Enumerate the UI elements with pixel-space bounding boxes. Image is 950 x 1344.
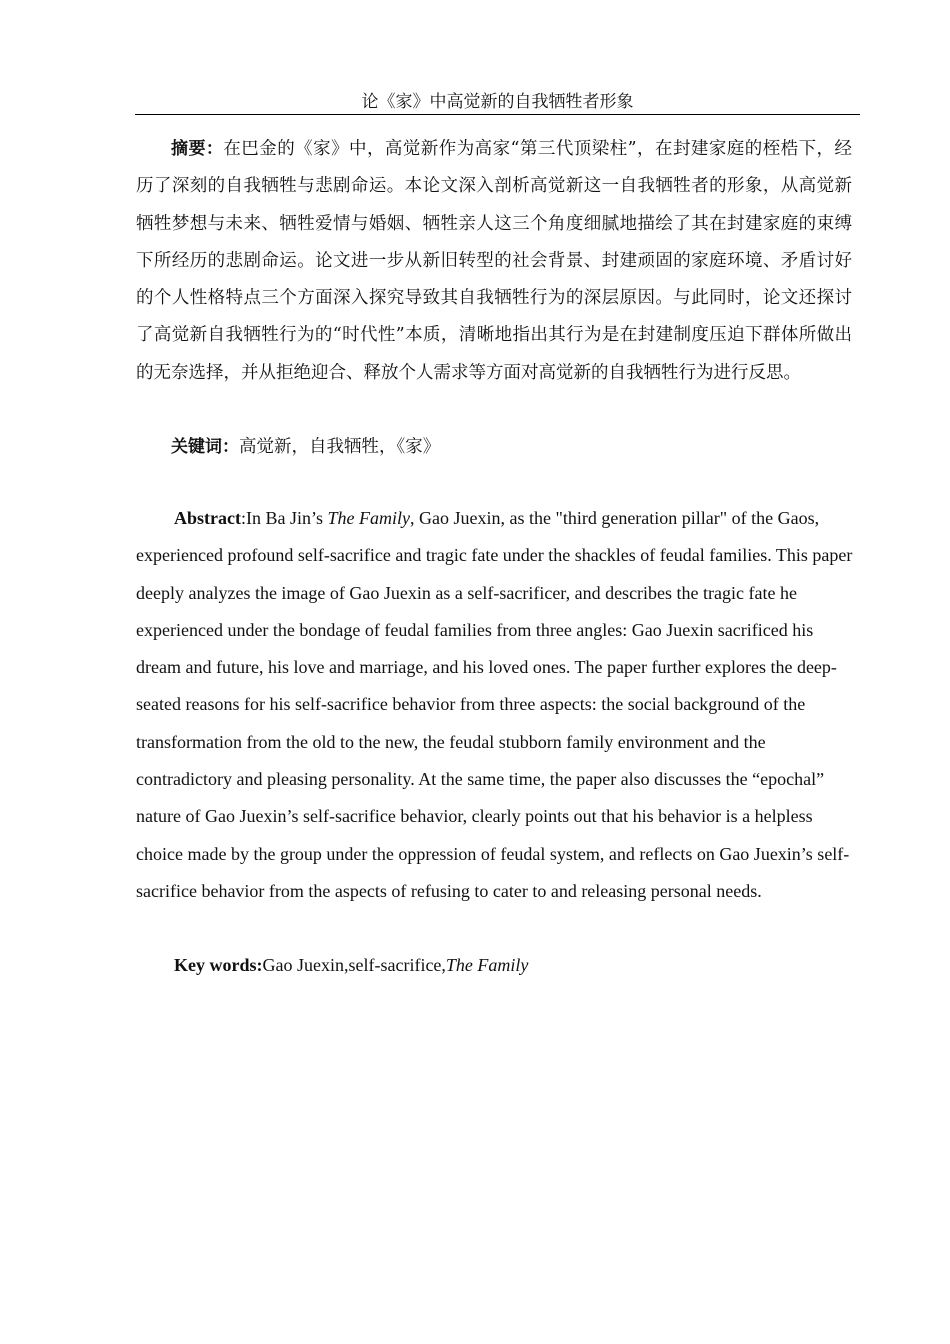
chinese-keywords bbox=[136, 429, 852, 466]
page-header-title: 论《家》中高觉新的自我牺牲者形象 bbox=[135, 90, 860, 115]
english-keywords-text: Gao Juexin,self-sacrifice, bbox=[262, 955, 446, 975]
chinese-keywords-text: 高觉新，自我牺牲，《家》 bbox=[239, 437, 441, 457]
english-abstract-separator: : bbox=[240, 508, 246, 528]
chinese-abstract-label: 摘要： bbox=[171, 139, 224, 159]
english-keywords-label: Key words: bbox=[174, 955, 263, 975]
chinese-abstract bbox=[136, 131, 852, 392]
english-keywords-book-title: The Family bbox=[445, 955, 529, 975]
english-abstract-label: Abstract bbox=[174, 508, 241, 528]
english-abstract-book-title: The Family bbox=[327, 508, 411, 528]
english-abstract-intro: In Ba Jin’s bbox=[246, 508, 328, 528]
chinese-keywords-label: 关键词： bbox=[171, 437, 239, 457]
english-abstract bbox=[136, 500, 860, 910]
english-keywords bbox=[136, 947, 860, 983]
chinese-abstract-text: 在巴金的《家》中，高觉新作为高家“第三代顶梁柱”，在封建家庭的桎梏下，经历了深刻的自我牺牲与悲剧命运。本论文深入剖析高觉新这一自我牺牲者的形象，从高觉新牺牲梦想与未来、牺牲爱情与婚姻、牺牲亲人这三个角度细腻地描绘了其在封建家庭的束缚下所经历的悲剧命运。论文进一步从新旧转型的社会背景、封建顽固的家庭环境、矛盾讨好的个人性格特点三个方面深入探究导致其自我牺牲行为的深层原因。与此同时，论文还探讨了高觉新自我牺牲行为的“时代性”本质，清晰地指出其行为是在封建制度压迫下群体所做出的无奈选择，并从拒绝迎合、释放个人需求等方面对高觉新的自我牺牲行为进行反思。 bbox=[136, 139, 853, 383]
english-abstract-body: , Gao Juexin, as the "third generation pillar" of the Gaos, experienced profound self-sacrifice and tragic fate under the shackles of feudal families. This paper deeply analyzes the image of Gao Juexin as a self-sacrificer, and describes the tragic fate he experienced under the bondage of feudal families from three angles: Gao Juexin sacrificed his dream and future, his love and marriage, and his loved ones. The paper further explores the deep-seated reasons for his self-sacrifice behavior from three aspects: the social background of the transformation from the old to the new, the feudal stubborn family environment and the contradictory and pleasing personality. At the same time, the paper also discusses the “epochal” nature of Gao Juexin’s self-sacrifice behavior, clearly points out that his behavior is a helpless choice made by the group under the oppression of feudal system, and reflects on Gao Juexin’s self-sacrifice behavior from the aspects of refusing to cater to and releasing personal needs. bbox=[136, 508, 853, 901]
